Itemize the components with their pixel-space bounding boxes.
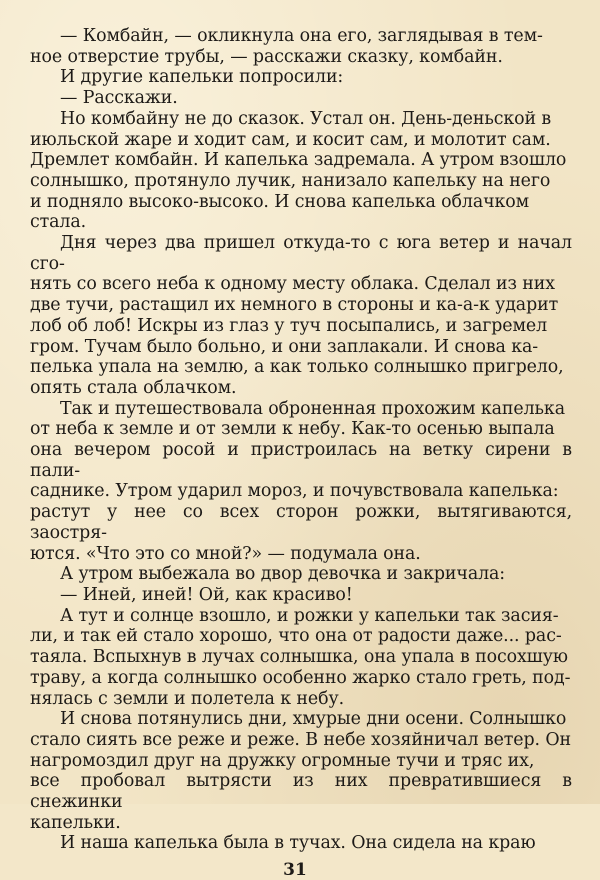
paragraph: — Иней, иней! Ой, как красиво! (60, 584, 353, 605)
paragraph: И другие капельки попросили: (60, 67, 344, 88)
paragraph: — Расскажи. (60, 88, 178, 109)
paragraph: — Комбайн, — окликнула она его, заглядывая в тем- ное отверстие трубы, — расскажи сказку, комбайн. (30, 26, 543, 67)
paragraph: А тут и солнце взошло, и рожки у капельки так засия- ли, и так ей стало хорошо, что она от радости даже... рас- таяла. Вспыхнув в лучах солнышка, она упала в посохшую траву, а когда солнышко особенно жарко стало греть, под- нялась с земли и полетела к небу. (30, 605, 571, 709)
page-number: 31 (283, 860, 307, 880)
paragraph: Дня через два пришел откуда-то с юга ветер и начал сго- нять со всего неба к одному месту облака. Сделал из них две тучи, растащил их немного в стороны и ка-а-к ударит лоб об лоб! Искры из глаз у туч посыпались, и загремел гром. Тучам было больно, и они заплакали. И снова ка- пелька упала на землю, а как только солнышко пригрело, опять стала облачком. (30, 233, 572, 398)
paragraph: И снова потянулись дни, хмурые дни осени. Солнышко стало сиять все реже и реже. В небе хозяйничал ветер. Он нагромоздил друг на дружку огромные тучи и тряс их, все пробовал вытрясти из них превратившиеся в снежинки капельки. (30, 709, 572, 833)
paragraph: Но комбайну не до сказок. Устал он. День-деньской в июльской жаре и ходит сам, и косит сам, и молотит сам. Дремлет комбайн. И капелька задремала. А утром взошло солнышко, протянуло лучик, нанизало капельку на него и подняло высоко-высоко. И снова капелька облачком стала. (30, 108, 567, 233)
paragraph: А утром выбежала во двор девочка и закричала: (60, 564, 506, 585)
paragraph: И наша капелька была в тучах. Она сидела на краю (60, 833, 536, 854)
page-text (30, 26, 572, 854)
paragraph: Так и путешествовала оброненная прохожим капелька от неба к земле и от земли к небу. Как-то осенью выпала она вечером росой и пристроилась на ветку сирени в пали- саднике. Утром ударил мороз, и почувствовала капелька: растут у нее со всех сторон рожки, вытягиваются, заостря- ются. «Что это со мной?» — подумала она. (30, 398, 572, 564)
